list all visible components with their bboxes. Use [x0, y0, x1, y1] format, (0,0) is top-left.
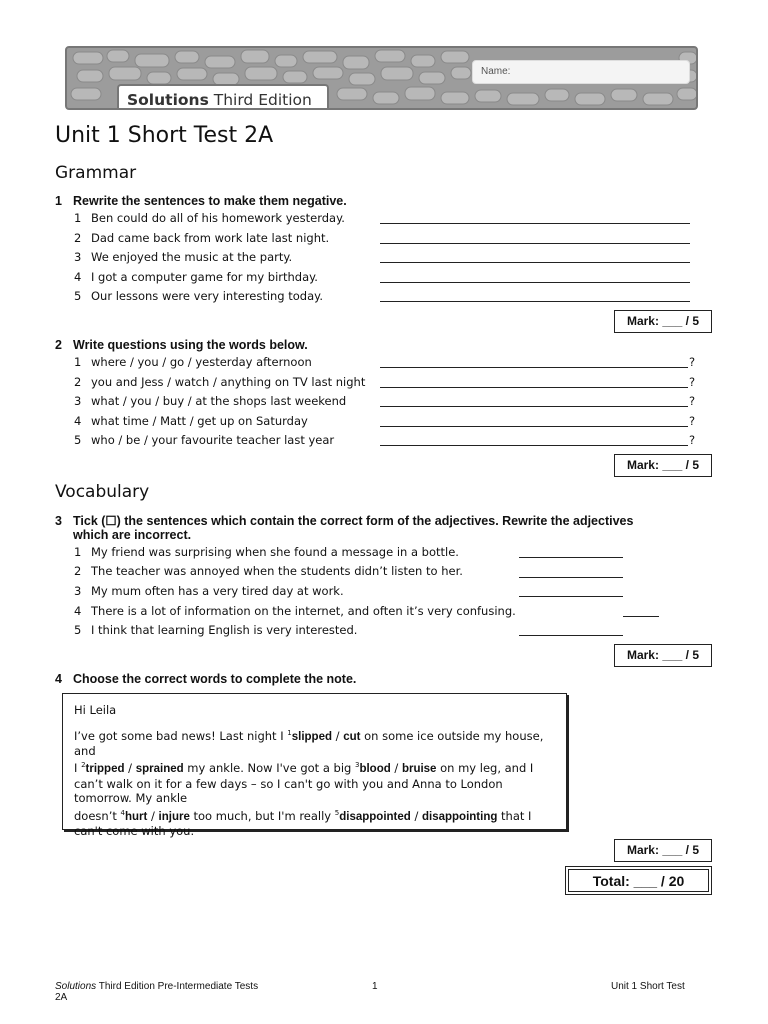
option-disappointed[interactable]: disappointed: [339, 810, 411, 823]
total-box[interactable]: Total: ___ / 20: [565, 866, 712, 895]
ex3-item-2: 2 The teacher was annoyed when the students didn’t listen to her.: [74, 564, 463, 578]
option-tripped[interactable]: tripped: [85, 763, 125, 776]
answer-line[interactable]: [380, 223, 690, 224]
answer-line[interactable]: [380, 406, 688, 407]
mark-box-ex4[interactable]: Mark: ___ / 5: [614, 839, 712, 862]
exercise-3-instruction: Tick (☐) the sentences which contain the correct form of the adjectives. Rewrite the adjectives which are incorrect.: [73, 514, 634, 542]
brand-title: Solutions Third Edition: [127, 91, 312, 109]
exercise-2-instruction: 2 Write questions using the words below.: [55, 338, 308, 352]
answer-line[interactable]: [380, 301, 690, 302]
note-body: I’ve got some bad news! Last night I $^1$slipped / cut on some ice outside my house, and I $^2$tripped / sprained my ankle. Now I've got a big $^3$blood / bruise on my leg, and I can’t walk on it for a few days – so I can't go with you and Anna to London tomorrow. My ankle doesn’t $^4$hurt / injure too much, but I'm really $^5$disappointed / disappointing that I can't come with you.: [74, 728, 544, 838]
ex1-item-1: 1 Ben could do all of his homework yesterday.: [74, 211, 345, 225]
exercise-4-instruction: 4 Choose the correct words to complete the note.: [55, 672, 357, 686]
answer-line[interactable]: [519, 596, 623, 597]
answer-line[interactable]: [380, 387, 688, 388]
ex3-item-4: 4 There is a lot of information on the internet, and often it’s very confusing.: [74, 604, 516, 618]
header-banner: [65, 46, 698, 110]
ex3-item-5: 5 I think that learning English is very interested.: [74, 623, 358, 637]
ex2-item-1: 1 where / you / go / yesterday afternoon: [74, 355, 312, 369]
answer-line[interactable]: [380, 262, 690, 263]
question-mark: ?: [689, 433, 696, 447]
mark-box-ex3[interactable]: Mark: ___ / 5: [614, 644, 712, 667]
name-label: Name:: [481, 66, 511, 77]
ex1-item-3: 3 We enjoyed the music at the party.: [74, 250, 293, 264]
ex3-item-3: 3 My mum often has a very tired day at work.: [74, 584, 344, 598]
brand-tab: [117, 84, 329, 110]
answer-line[interactable]: [519, 635, 623, 636]
footer-page-number: 1: [372, 981, 378, 992]
question-mark: ?: [689, 414, 696, 428]
section-grammar: Grammar: [55, 163, 137, 183]
ex3-item-1: 1 My friend was surprising when she found a message in a bottle.: [74, 545, 459, 559]
answer-line[interactable]: [519, 577, 623, 578]
answer-line[interactable]: [380, 367, 688, 368]
ex2-item-2: 2 you and Jess / watch / anything on TV last night: [74, 375, 366, 389]
note-box: [62, 693, 567, 838]
question-mark: ?: [689, 375, 696, 389]
ex1-item-2: 2 Dad came back from work late last night.: [74, 231, 330, 245]
option-injure[interactable]: injure: [158, 810, 190, 823]
option-sprained[interactable]: sprained: [135, 763, 184, 776]
footer-left: Solutions Third Edition Pre-Intermediate Tests 2A: [55, 981, 259, 1003]
answer-line[interactable]: [623, 616, 659, 617]
ex2-item-3: 3 what / you / buy / at the shops last weekend: [74, 394, 347, 408]
mark-box-ex2[interactable]: Mark: ___ / 5: [614, 454, 712, 477]
answer-line[interactable]: [380, 445, 688, 446]
question-mark: ?: [689, 355, 696, 369]
option-slipped[interactable]: slipped: [291, 730, 333, 743]
ex2-item-5: 5 who / be / your favourite teacher last year: [74, 433, 335, 447]
answer-line[interactable]: [519, 557, 623, 558]
exercise-3-number: 3: [55, 514, 62, 528]
option-bruise[interactable]: bruise: [401, 763, 437, 776]
page-title: Unit 1 Short Test 2A: [55, 123, 274, 148]
note-greeting: Hi Leila: [74, 703, 117, 717]
option-blood[interactable]: blood: [359, 763, 391, 776]
option-hurt[interactable]: hurt: [124, 810, 148, 823]
answer-line[interactable]: [380, 243, 690, 244]
ex1-item-5: 5 Our lessons were very interesting today.: [74, 289, 323, 303]
section-vocabulary: Vocabulary: [55, 482, 150, 502]
name-field[interactable]: [472, 60, 690, 84]
footer-right: Unit 1 Short Test: [611, 981, 685, 992]
exercise-1-instruction: 1 Rewrite the sentences to make them negative.: [55, 194, 347, 208]
option-disappointing[interactable]: disappointing: [421, 810, 498, 823]
ex1-item-4: 4 I got a computer game for my birthday.: [74, 270, 318, 284]
mark-box-ex1[interactable]: Mark: ___ / 5: [614, 310, 712, 333]
answer-line[interactable]: [380, 282, 690, 283]
ex2-item-4: 4 what time / Matt / get up on Saturday: [74, 414, 308, 428]
question-mark: ?: [689, 394, 696, 408]
answer-line[interactable]: [380, 426, 688, 427]
option-cut[interactable]: cut: [343, 730, 361, 743]
